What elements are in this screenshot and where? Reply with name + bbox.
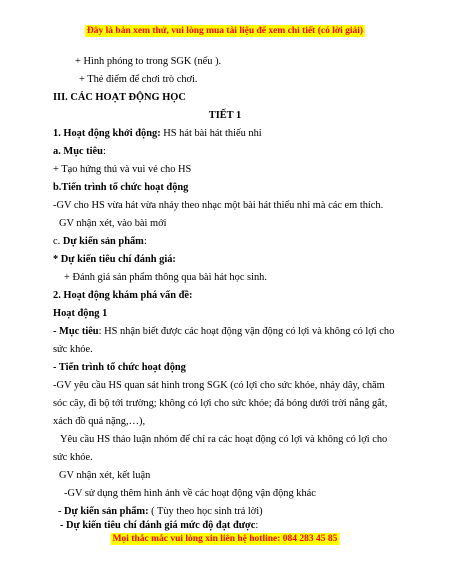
text-line: sóc cây, đi bộ tới trường; không có lợi cho sức khỏe; đá bóng dưới trời nắng gắt, (53, 398, 388, 409)
subheading: b.Tiến trình tổ chức hoạt động (53, 182, 189, 193)
text-line: Yêu cầu HS thảo luận nhóm để chỉ ra các hoạt động có lợi và không có lợi cho (60, 434, 388, 445)
subheading: - Tiến trình tổ chức hoạt động (53, 362, 186, 373)
text-line: -GV yêu cầu HS quan sát hình trong SGK (có lợi cho sức khỏe, nhảy dây, chăm (53, 380, 385, 391)
text-line: GV nhận xét, kết luận (59, 470, 151, 481)
text-line: - Dự kiến sản phẩm: ( Tùy theo học sinh trả lời) (58, 506, 263, 517)
hotline-banner: Mọi thắc mắc vui lòng xin liên hệ hotline: 084 283 45 85 (112, 534, 338, 544)
text-line: -GV sử dụng thêm hình ảnh về các hoạt động vận động khác (64, 488, 316, 499)
subheading: a. Mục tiêu: (53, 146, 106, 157)
activity-heading: 2. Hoạt động khám phá vấn đề: (53, 290, 193, 301)
text-line: + Thẻ điểm để chơi trò chơi. (79, 74, 198, 85)
lesson-title: TIẾT 1 (208, 110, 242, 121)
text-line: GV nhận xét, vào bài mới (59, 218, 167, 229)
text-line: sức khỏe. (53, 452, 93, 463)
text-line: + Đánh giá sản phẩm thông qua bài hát học sinh. (64, 272, 267, 283)
text-line: sức khỏe. (53, 344, 93, 355)
text-line: + Hình phóng to trong SGK (nếu ). (75, 56, 222, 67)
subheading: Hoạt động 1 (53, 308, 108, 319)
text-line: xách đồ quá nặng,…), (53, 416, 146, 427)
subheading: * Dự kiến tiêu chí đánh giá: (53, 254, 176, 265)
section-heading: III. CÁC HOẠT ĐỘNG HỌC (53, 92, 186, 103)
preview-notice-banner: Đây là bản xem thử, vui lòng mua tài liệu để xem chi tiết (có lời giải) (86, 26, 364, 36)
text-line: - Mục tiêu: HS nhận biết được các hoạt động vận động có lợi và không có lợi cho (53, 326, 395, 337)
activity-heading: 1. Hoạt động khởi động: HS hát bài hát thiếu nhi (53, 128, 262, 139)
text-line: -GV cho HS vừa hát vừa nhảy theo nhạc một bài hát thiếu nhi mà các em thích. (53, 200, 384, 211)
subheading: c. Dự kiến sản phẩm: (53, 236, 147, 247)
subheading: - Dự kiến tiêu chí đánh giá mức độ đạt được: (60, 520, 259, 531)
text-line: + Tạo hứng thú và vui vẻ cho HS (53, 164, 192, 175)
